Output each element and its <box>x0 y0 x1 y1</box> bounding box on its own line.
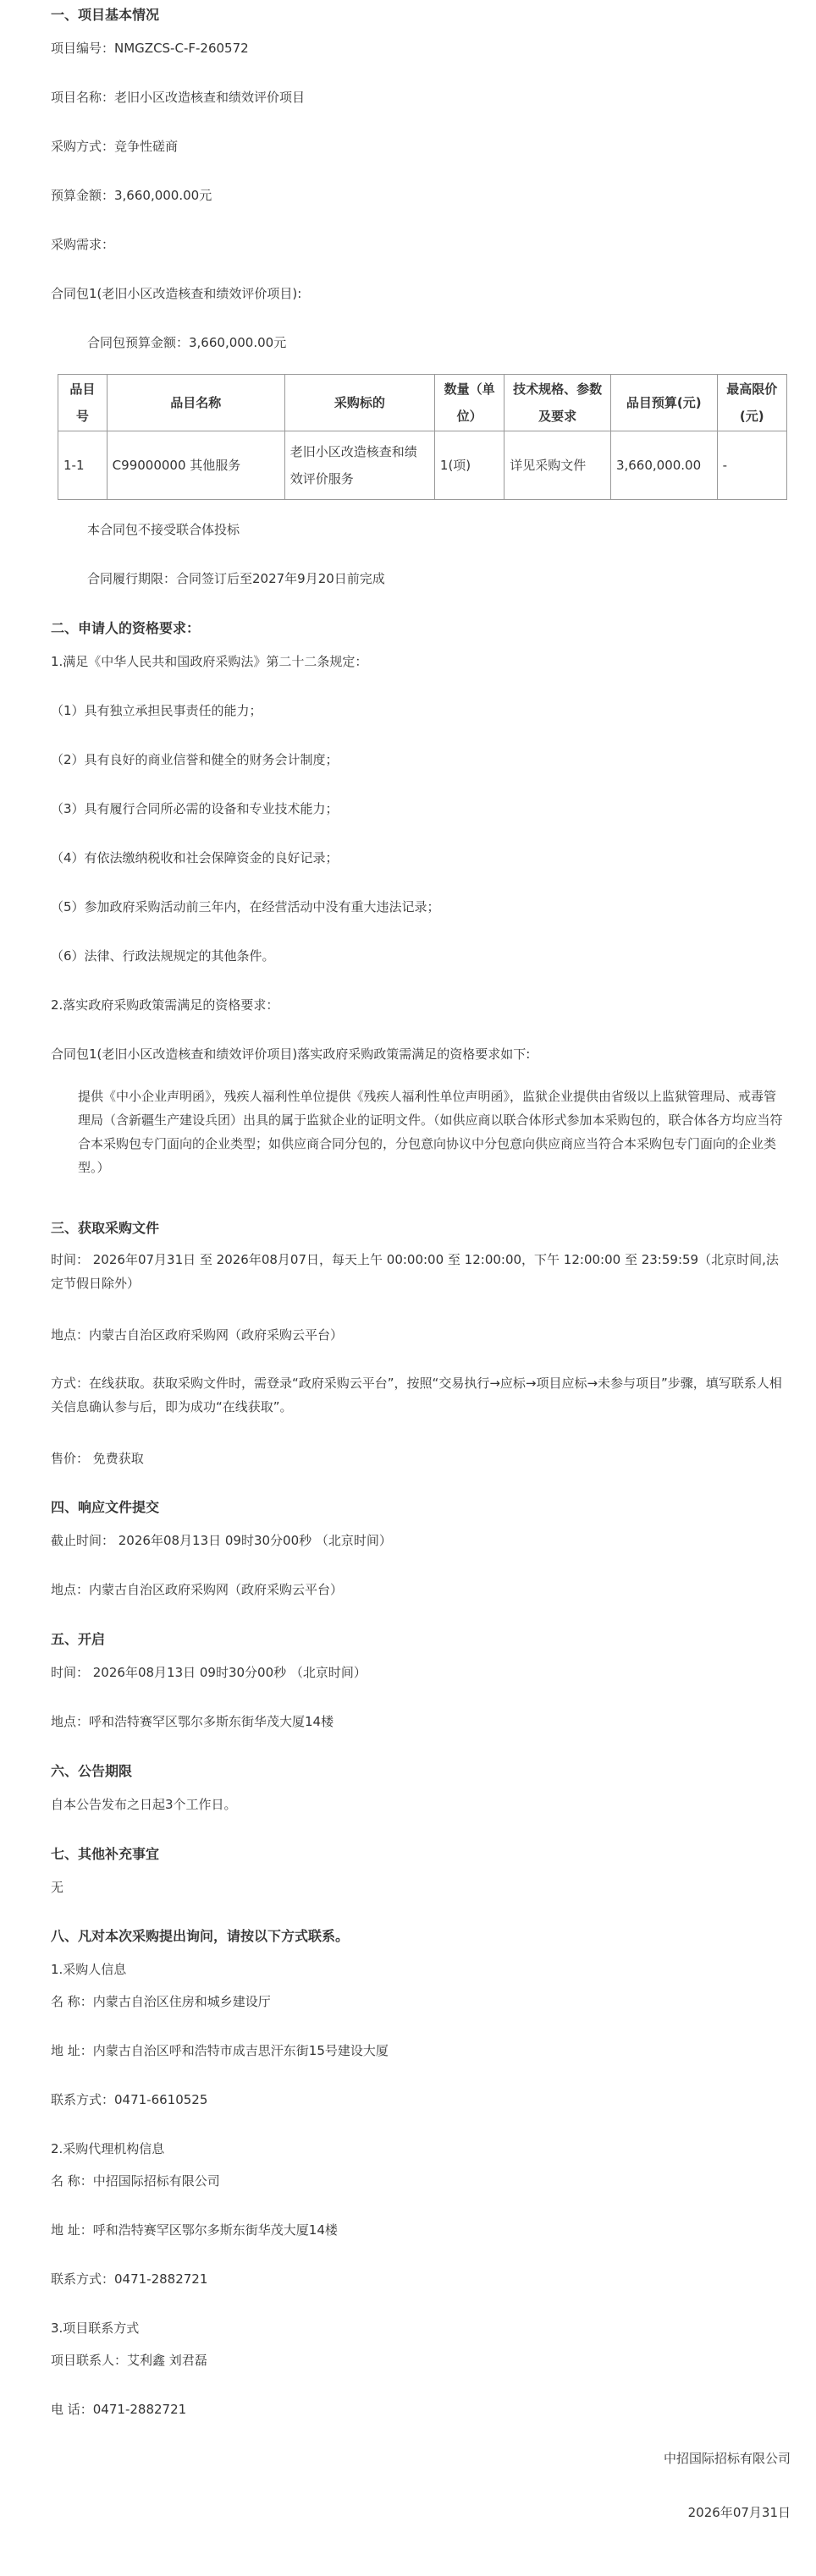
section4-heading: 四、响应文件提交 <box>51 1499 160 1515</box>
table-header-cell: 技术规格、参数及要求 <box>504 375 611 431</box>
section1-heading: 一、项目基本情况 <box>51 7 160 23</box>
table-header-row <box>58 375 787 431</box>
section3-heading: 三、获取采购文件 <box>51 1220 160 1236</box>
agent-info-title: 2.采购代理机构信息 <box>51 2141 165 2156</box>
section2-heading: 二、申请人的资格要求： <box>51 620 201 636</box>
notice-period: 自本公告发布之日起3个工作日。 <box>51 1797 237 1812</box>
acquisition-place: 地点：内蒙古自治区政府采购网（政府采购云平台） <box>51 1327 344 1343</box>
agent-address: 地 址：呼和浩特赛罕区鄂尔多斯东街华茂大厦14楼 <box>51 2222 338 2238</box>
agent-name: 名 称：中招国际招标有限公司 <box>51 2173 220 2189</box>
section7-heading: 七、其他补充事宜 <box>51 1846 160 1862</box>
condition-5: （5）参加政府采购活动前三年内，在经营活动中没有重大违法记录； <box>51 899 440 915</box>
table-header-cell: 品目号 <box>58 375 108 431</box>
supplementary-text: 无 <box>51 1880 64 1895</box>
table-cell: C99000000 其他服务 <box>107 431 284 500</box>
buyer-contact: 联系方式：0471-6610525 <box>51 2092 208 2107</box>
qualification-item-1: 1.满足《中华人民共和国政府采购法》第二十二条规定： <box>51 654 368 669</box>
project-name: 项目名称：老旧小区改造核查和绩效评价项目 <box>51 90 306 105</box>
table-row <box>58 431 787 500</box>
table-header-cell: 品目名称 <box>107 375 284 431</box>
table-cell: 1(项) <box>434 431 504 500</box>
footer-date: 2026年07月31日 <box>687 2505 791 2520</box>
package-budget: 合同包预算金额：3,660,000.00元 <box>87 335 287 350</box>
buyer-info-title: 1.采购人信息 <box>51 1962 127 1977</box>
footer-organization: 中招国际招标有限公司 <box>663 2451 791 2466</box>
acquisition-time: 时间： 2026年07月31日 至 2026年08月07日，每天上午 00:00:00 至 12:00:00，下午 12:00:00 至 23:59:59（北京时间,法定节假日除外） <box>51 1252 779 1291</box>
table-cell: 3,660,000.00 <box>610 431 717 500</box>
section8-heading: 八、凡对本次采购提出询问，请按以下方式联系。 <box>51 1928 350 1944</box>
submission-place: 地点：内蒙古自治区政府采购网（政府采购云平台） <box>51 1582 344 1597</box>
buyer-name: 名 称：内蒙古自治区住房和城乡建设厅 <box>51 1994 271 2009</box>
document-price: 售价： 免费获取 <box>51 1451 144 1466</box>
section6-heading: 六、公告期限 <box>51 1763 133 1779</box>
buyer-address: 地 址：内蒙古自治区呼和浩特市成吉思汗东街15号建设大厦 <box>51 2043 389 2058</box>
policy-intro: 合同包1(老旧小区改造核查和绩效评价项目)落实政府采购政策需满足的资格要求如下: <box>51 1046 531 1062</box>
procurement-demand-label: 采购需求： <box>51 237 115 252</box>
procurement-items-table <box>58 374 787 500</box>
table-cell: 详见采购文件 <box>504 431 611 500</box>
condition-3: （3）具有履行合同所必需的设备和专业技术能力； <box>51 801 339 816</box>
condition-6: （6）法律、行政法规规定的其他条件。 <box>51 948 275 964</box>
budget-amount: 预算金额：3,660,000.00元 <box>51 188 212 203</box>
agent-contact: 联系方式：0471-2882721 <box>51 2271 208 2287</box>
condition-1: （1）具有独立承担民事责任的能力； <box>51 703 262 718</box>
performance-period: 合同履行期限：合同签订后至2027年9月20日前完成 <box>87 571 385 586</box>
opening-time: 时间： 2026年08月13日 09时30分00秒 （北京时间） <box>51 1665 367 1680</box>
section5-heading: 五、开启 <box>51 1631 106 1647</box>
table-header-cell: 品目预算(元) <box>610 375 717 431</box>
condition-4: （4）有依法缴纳税收和社会保障资金的良好记录； <box>51 850 339 865</box>
policy-requirements: 提供《中小企业声明函》，残疾人福利性单位提供《残疾人福利性单位声明函》，监狱企业提供由省级以上监狱管理局、戒毒管理局（含新疆生产建设兵团）出具的属于监狱企业的证明文件。（如供应商以联合体形式参加本采购包的，联合体各方均应当符合本采购包专门面向的企业类型；如供应商合同分包的，分包意向协议中分包意向供应商应当符合本采购包专门面向的企业类型。） <box>78 1089 783 1175</box>
table-cell: 老旧小区改造核查和绩效评价服务 <box>284 431 434 500</box>
opening-place: 地点：呼和浩特赛罕区鄂尔多斯东街华茂大厦14楼 <box>51 1714 334 1729</box>
project-contact-people: 项目联系人：艾利鑫 刘君磊 <box>51 2353 207 2368</box>
no-consortium-note: 本合同包不接受联合体投标 <box>87 522 240 537</box>
table-header-cell: 最高限价(元) <box>717 375 786 431</box>
contract-package: 合同包1(老旧小区改造核查和绩效评价项目): <box>51 286 302 301</box>
table-cell: 1-1 <box>58 431 108 500</box>
table-header-cell: 采购标的 <box>284 375 434 431</box>
project-contact-title: 3.项目联系方式 <box>51 2321 140 2336</box>
project-number: 项目编号：NMGZCS-C-F-260572 <box>51 41 249 56</box>
table-header-cell: 数量（单位） <box>434 375 504 431</box>
project-contact-phone: 电 话：0471-2882721 <box>51 2402 187 2417</box>
qualification-item-2: 2.落实政府采购政策需满足的资格要求： <box>51 997 279 1013</box>
procurement-method: 采购方式：竞争性磋商 <box>51 139 179 154</box>
table-cell: - <box>717 431 786 500</box>
acquisition-method: 方式：在线获取。获取采购文件时，需登录“政府采购云平台”，按照“交易执行→应标→项目应标→未参与项目”步骤，填写联系人相关信息确认参与后，即为成功“在线获取”。 <box>51 1376 782 1414</box>
submission-deadline: 截止时间： 2026年08月13日 09时30分00秒 （北京时间） <box>51 1533 392 1548</box>
condition-2: （2）具有良好的商业信誉和健全的财务会计制度； <box>51 752 339 767</box>
